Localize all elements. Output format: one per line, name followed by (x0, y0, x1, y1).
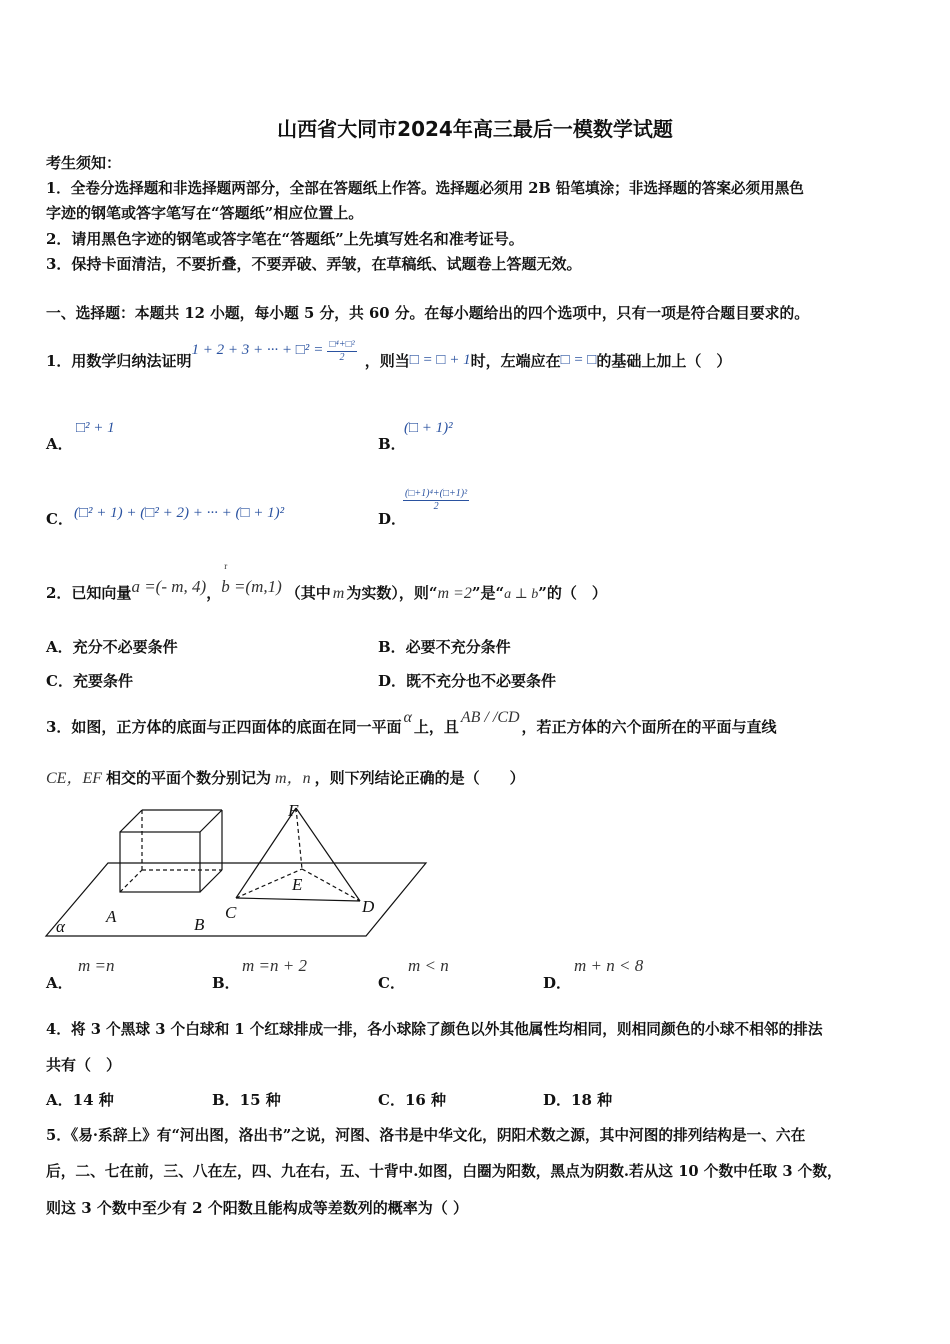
question-2-m: m (332, 585, 345, 602)
question-1-formula: 1 + 2 + 3 + ··· + □² (191, 341, 310, 358)
question-2-mid-3: ”是“ (471, 584, 505, 602)
question-2-vector-b-wrap (221, 561, 282, 603)
question-1-mid: ，则当 (364, 351, 410, 370)
question-4-option-c: C．16 种 (378, 1091, 447, 1109)
question-1-option-d (403, 488, 469, 513)
question-3-line-2-mid: 相交的平面个数分别记为 (106, 769, 272, 787)
question-3-figure (40, 798, 440, 948)
question-1 (46, 340, 731, 380)
figure-label-d: D (362, 897, 375, 916)
question-1-equals: = (313, 341, 324, 358)
question-1-option-b-label: B． (378, 435, 406, 453)
question-1-suffix: 的基础上加上（ ） (596, 351, 732, 370)
question-1-option-b: (□ + 1)² (404, 420, 453, 436)
question-3-mn: m，n (275, 770, 311, 787)
question-1-option-d-denominator: 2 (433, 501, 439, 512)
notice-item-3: 3．保持卡面清洁，不要折叠，不要弄破、弄皱，在草稿纸、试题卷上答题无效。 (46, 255, 582, 273)
question-3-alpha: α (403, 709, 412, 726)
question-4-option-b: B．15 种 (212, 1091, 281, 1109)
question-3-parallel: AB / /CD (460, 709, 520, 726)
question-2-option-d: D．既不充分也不必要条件 (378, 672, 557, 690)
notice-item-2: 2．请用黑色字迹的钢笔或答字笔在“答题纸”上先填写姓名和准考证号。 (46, 230, 524, 248)
question-5-line-3: 则这 3 个数中至少有 2 个阳数且能构成等差数列的概率为（ ） (46, 1199, 468, 1217)
question-2-vector-b-mark: r (224, 561, 228, 571)
question-2-option-b: B．必要不充分条件 (378, 638, 511, 656)
question-4-option-d: D．18 种 (543, 1091, 613, 1109)
question-1-condition-2: □ = □ (560, 351, 597, 368)
notice-item-1-line-1: 1．全卷分选择题和非选择题两部分，全部在答题纸上作答。选择题必须用 2B 铅笔填涂；非选择题的答案必须用黑色 (46, 180, 804, 197)
question-1-mid-2: 时，左端应在 (470, 351, 561, 370)
question-2-mid-2: 为实数），则“ (346, 584, 438, 602)
cube-front (120, 832, 200, 892)
question-4-line-2: 共有（ ） (46, 1056, 122, 1074)
question-3-option-a-label: A． (46, 974, 73, 992)
question-3-option-c: m < n (408, 956, 449, 975)
question-4-line-1: 4．将 3 个黑球 3 个白球和 1 个红球排成一排，各小球除了颜色以外其他属性均相同，则相同颜色的小球不相邻的排法 (46, 1021, 823, 1038)
question-3-lines: CE，EF (46, 770, 102, 787)
question-1-option-a-label: A． (46, 435, 73, 453)
question-3-option-a: m =n (78, 956, 115, 975)
question-1-fraction-denominator: 2 (339, 351, 345, 363)
page-title: 山西省大同市2024年高三最后一模数学试题 (277, 117, 673, 141)
question-1-prefix: 1．用数学归纳法证明 (46, 351, 192, 370)
figure-label-e: E (292, 875, 303, 894)
question-5-line-2: 后，二、七在前，三、八在左，四、九在右，五、十背中.如图，白圈为阳数，黑点为阴数.若从这 10 个数中任取 3 个数， (46, 1163, 842, 1180)
notice-heading: 考生须知： (46, 154, 122, 172)
question-3-option-b: m =n + 2 (242, 956, 307, 975)
question-2-comma: ， (206, 584, 222, 602)
question-1-option-a: □² + 1 (76, 420, 115, 436)
question-3-suffix: ，若正方体的六个面所在的平面与直线 (521, 718, 777, 736)
figure-label-f: F (288, 801, 299, 820)
question-3-line-1 (46, 709, 777, 737)
question-1-fraction-numerator: □⁴+□² (329, 338, 355, 350)
question-1-option-c: (□² + 1) + (□² + 2) + ··· + (□ + 1)² (74, 505, 285, 521)
question-3-option-d-label: D． (543, 974, 572, 992)
question-4-option-a: A．14 种 (46, 1091, 114, 1109)
figure-label-b: B (194, 915, 205, 934)
question-1-option-d-numerator: (□+1)⁴+(□+1)² (405, 488, 468, 499)
question-3-option-d: m + n < 8 (574, 956, 644, 975)
question-3-prefix: 3．如图，正方体的底面与正四面体的底面在同一平面 (46, 718, 402, 736)
question-2-condition-2: a ⊥ b (504, 587, 539, 602)
question-2-option-a: A．充分不必要条件 (46, 638, 178, 656)
question-3-mid: 上，且 (413, 718, 459, 736)
question-2-vector-a: a =(- m, 4) (131, 577, 207, 596)
question-1-option-c-label: C． (46, 510, 73, 528)
question-1-fraction (327, 339, 356, 364)
question-2-vector-b: b =(m,1) (221, 577, 282, 596)
question-2-condition: m =2 (437, 585, 472, 602)
question-3-option-b-label: B． (212, 974, 240, 992)
question-2-mid: （其中 (285, 584, 331, 602)
question-1-condition-1: □ = □ + 1 (409, 351, 471, 368)
figure-label-alpha: α (56, 917, 65, 936)
question-1-option-d-label: D． (378, 510, 407, 528)
question-2-option-c: C．充要条件 (46, 672, 133, 690)
question-2-prefix: 2．已知向量 (46, 584, 132, 602)
figure-label-c: C (225, 903, 237, 922)
question-3-line-2 (46, 765, 525, 788)
question-3-line-2-suffix: ，则下列结论正确的是（ ） (314, 769, 525, 787)
question-2 (46, 561, 607, 603)
section-heading: 一、选择题：本题共 12 小题，每小题 5 分，共 60 分。在每小题给出的四个选项中，只有一项是符合题目要求的。 (46, 305, 810, 322)
question-5-line-1: 5．《易·系辞上》有“河出图，洛出书”之说，河图、洛书是中华文化，阴阳术数之源，其中河图的排列结构是一、六在 (46, 1127, 806, 1144)
figure-label-a: A (106, 907, 117, 926)
notice-item-1-line-2: 字迹的钢笔或答字笔写在“答题纸”相应位置上。 (46, 204, 364, 222)
question-3-option-c-label: C． (378, 974, 405, 992)
question-2-suffix: ”的（ ） (538, 584, 607, 602)
